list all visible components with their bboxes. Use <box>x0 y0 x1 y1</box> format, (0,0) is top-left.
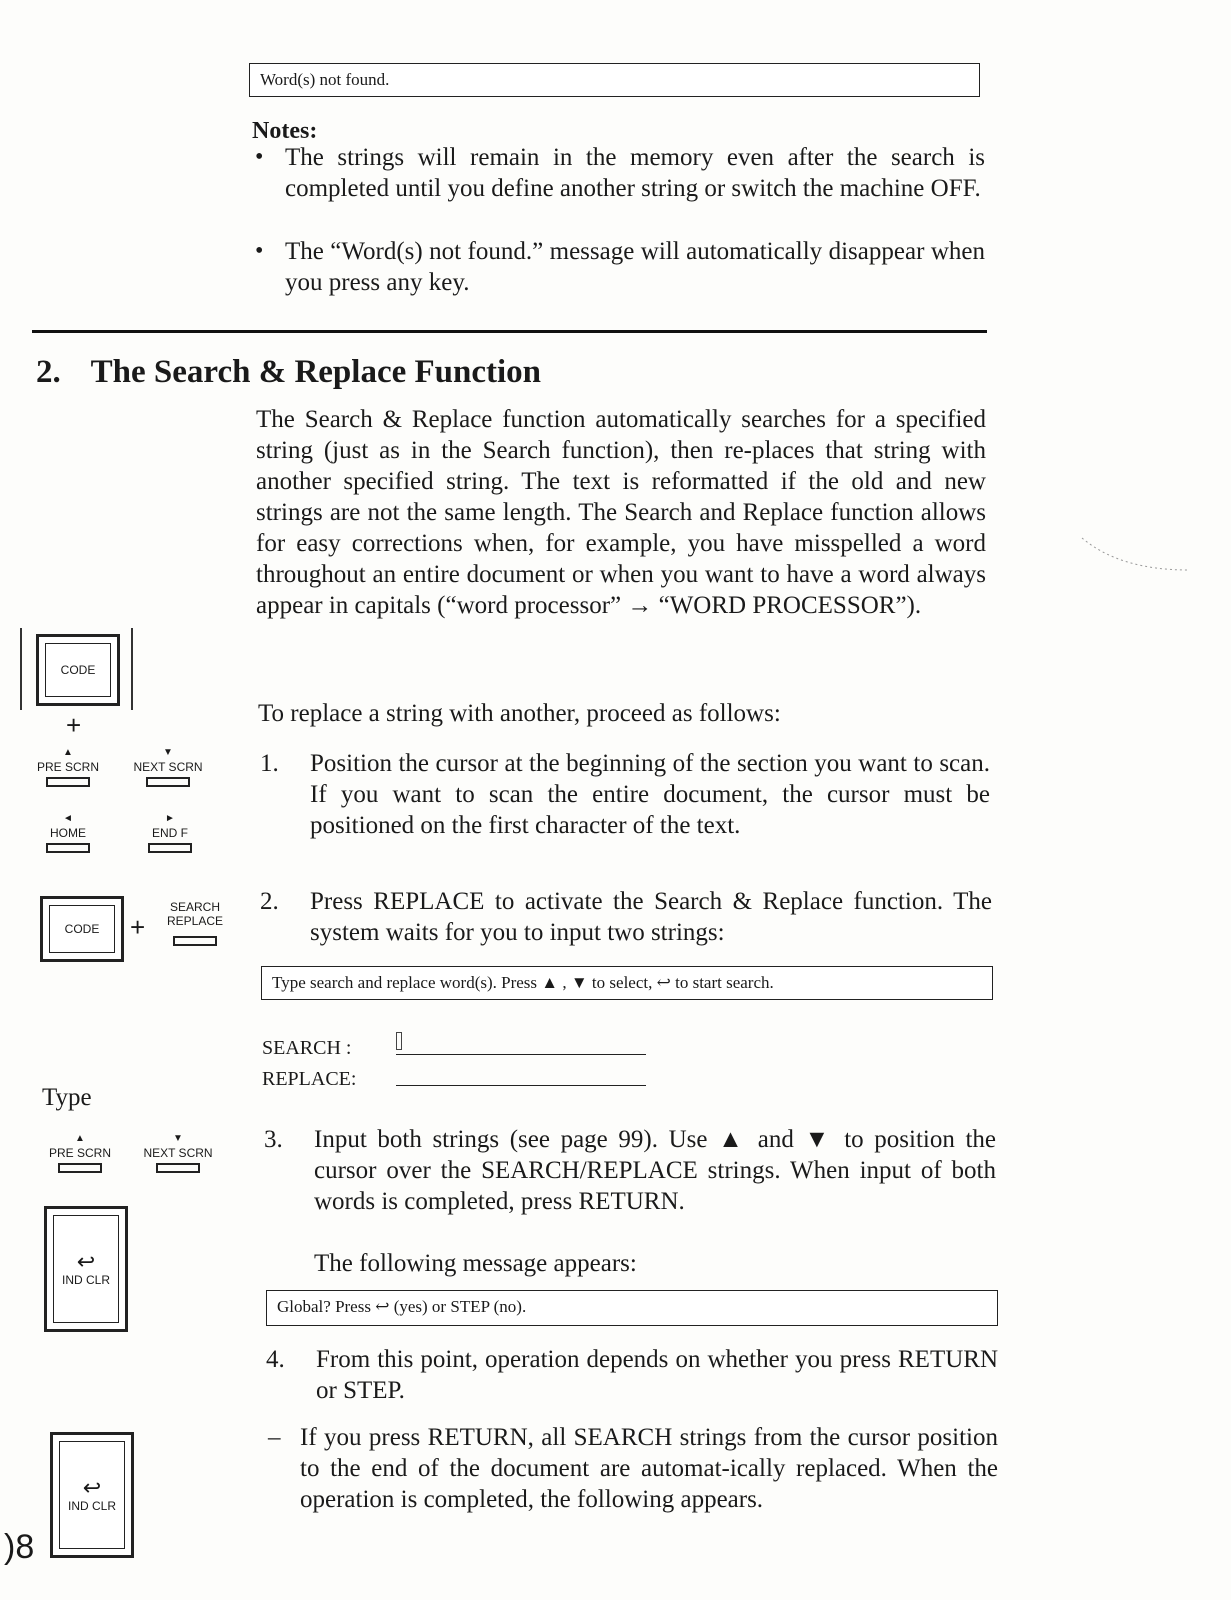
return-key <box>50 1432 134 1558</box>
replace-key-label: REPLACE <box>166 914 224 928</box>
end-f-key <box>130 814 210 853</box>
procedure-lead: To replace a string with another, proceed as follows: <box>258 700 781 727</box>
note-item <box>255 142 985 234</box>
plus-sign: + <box>130 912 146 942</box>
step-4 <box>266 1344 998 1408</box>
up-arrow-icon: ▲ <box>63 747 73 758</box>
replace-input[interactable] <box>396 1085 646 1086</box>
replace-field-label: REPLACE: <box>262 1068 357 1090</box>
next-scrn-key <box>128 748 208 787</box>
code-key <box>36 634 120 706</box>
return-key <box>44 1206 128 1332</box>
intro-paragraph: The Search & Replace function automatically searches for a specified string (just as in the Search function), then re-places that string with another specified string. The text is reformatted if the old and new strings are not the same length. The Search and Replace function allows for easy corrections when, for example, you have misspelled a word throughout an entire document or when you want to have a word always appear in capitals (“word processor” → “WORD PROCESSOR”). <box>256 406 986 619</box>
pre-scrn-key <box>30 748 106 787</box>
section-heading <box>36 354 541 391</box>
return-icon: ↩ <box>82 1475 102 1500</box>
note-text: The strings will remain in the memory even after the search is completed until you define another string or switch the machine OFF. <box>285 144 985 202</box>
section-number: 2. <box>36 354 61 390</box>
step-text: Input both strings (see page 99). Use ▲ and ▼ to position the cursor over the SEARCH/REPLACE strings. When input of both words is completed, press RETURN. <box>314 1126 996 1215</box>
section-divider <box>32 330 987 333</box>
type-label: Type <box>42 1084 92 1111</box>
left-arrow-icon: ◄ <box>63 813 73 824</box>
home-label: HOME <box>50 826 86 840</box>
search-key-label: SEARCH <box>169 900 220 914</box>
next-scrn-label: NEXT SCRN <box>133 760 203 774</box>
scan-smudge-icon <box>1080 530 1190 580</box>
step-number: 2. <box>260 888 279 915</box>
key-slot <box>46 843 90 853</box>
search-replace-prompt-box <box>261 966 993 1000</box>
key-slot <box>46 777 90 787</box>
not-found-message-box <box>249 63 980 97</box>
search-field-label: SEARCH : <box>262 1037 352 1059</box>
code-key-label: CODE <box>64 922 100 936</box>
code-key-label: CODE <box>60 663 96 677</box>
step-text: Press REPLACE to activate the Search & Replace function. The system waits for you to input two strings: <box>310 888 992 946</box>
step-text: From this point, operation depends on whether you press RETURN or STEP. <box>316 1346 998 1404</box>
bracket-line <box>20 628 22 710</box>
global-message: Global? Press ↩ (yes) or STEP (no). <box>277 1297 527 1316</box>
note-text: The “Word(s) not found.” message will automatically disappear when you press any key. <box>285 238 985 296</box>
up-arrow-icon: ▲ <box>75 1133 85 1144</box>
step-number: 3. <box>264 1126 283 1153</box>
cursor-icon <box>396 1032 402 1050</box>
section-title: The Search & Replace Function <box>90 354 542 390</box>
note-item <box>255 236 985 298</box>
down-arrow-icon: ▼ <box>163 747 173 758</box>
page-number: )8 <box>4 1528 35 1566</box>
bullet-icon: • <box>255 144 264 170</box>
return-case-item <box>268 1422 998 1552</box>
step-number: 4. <box>266 1346 285 1373</box>
step-number: 1. <box>260 750 279 777</box>
key-slot <box>148 843 192 853</box>
search-input[interactable] <box>396 1054 646 1055</box>
step-1 <box>260 748 990 872</box>
down-arrow-icon: ▼ <box>173 1133 183 1144</box>
ind-clr-label: IND CLR <box>61 1273 110 1287</box>
key-slot <box>173 936 217 946</box>
step-text: Position the cursor at the beginning of the section you want to scan. If you want to scan the entire document, the cursor must be positioned on the first character of the text. <box>310 750 990 839</box>
global-message-box <box>266 1290 998 1326</box>
return-case-text: If you press RETURN, all SEARCH strings from the cursor position to the end of the document are automat-ically replaced. When the operation is completed, the following appears. <box>300 1424 998 1513</box>
next-scrn-label: NEXT SCRN <box>143 1146 213 1160</box>
step-2 <box>260 886 992 950</box>
step-3 <box>264 1124 996 1284</box>
not-found-message: Word(s) not found. <box>260 70 390 89</box>
search-replace-key <box>160 900 230 946</box>
key-slot <box>156 1163 200 1173</box>
ind-clr-label: IND CLR <box>67 1499 116 1513</box>
code-key <box>40 896 124 962</box>
pre-scrn-label: PRE SCRN <box>48 1146 111 1160</box>
dash-marker: – <box>268 1424 281 1451</box>
next-scrn-key <box>138 1134 218 1173</box>
search-replace-prompt: Type search and replace word(s). Press ▲ , ▼ to select, ↩ to start search. <box>272 973 774 992</box>
pre-scrn-key <box>42 1134 118 1173</box>
pre-scrn-label: PRE SCRN <box>36 760 99 774</box>
end-f-label: END F <box>152 826 188 840</box>
home-key <box>30 814 106 853</box>
plus-sign: + <box>66 710 82 740</box>
key-slot <box>58 1163 102 1173</box>
notes-title: Notes: <box>252 118 318 144</box>
return-icon: ↩ <box>76 1249 96 1274</box>
right-arrow-icon: ► <box>165 813 175 824</box>
step-followup: The following message appears: <box>314 1250 637 1277</box>
bullet-icon: • <box>255 238 264 264</box>
key-slot <box>146 777 190 787</box>
bracket-line <box>131 628 133 710</box>
